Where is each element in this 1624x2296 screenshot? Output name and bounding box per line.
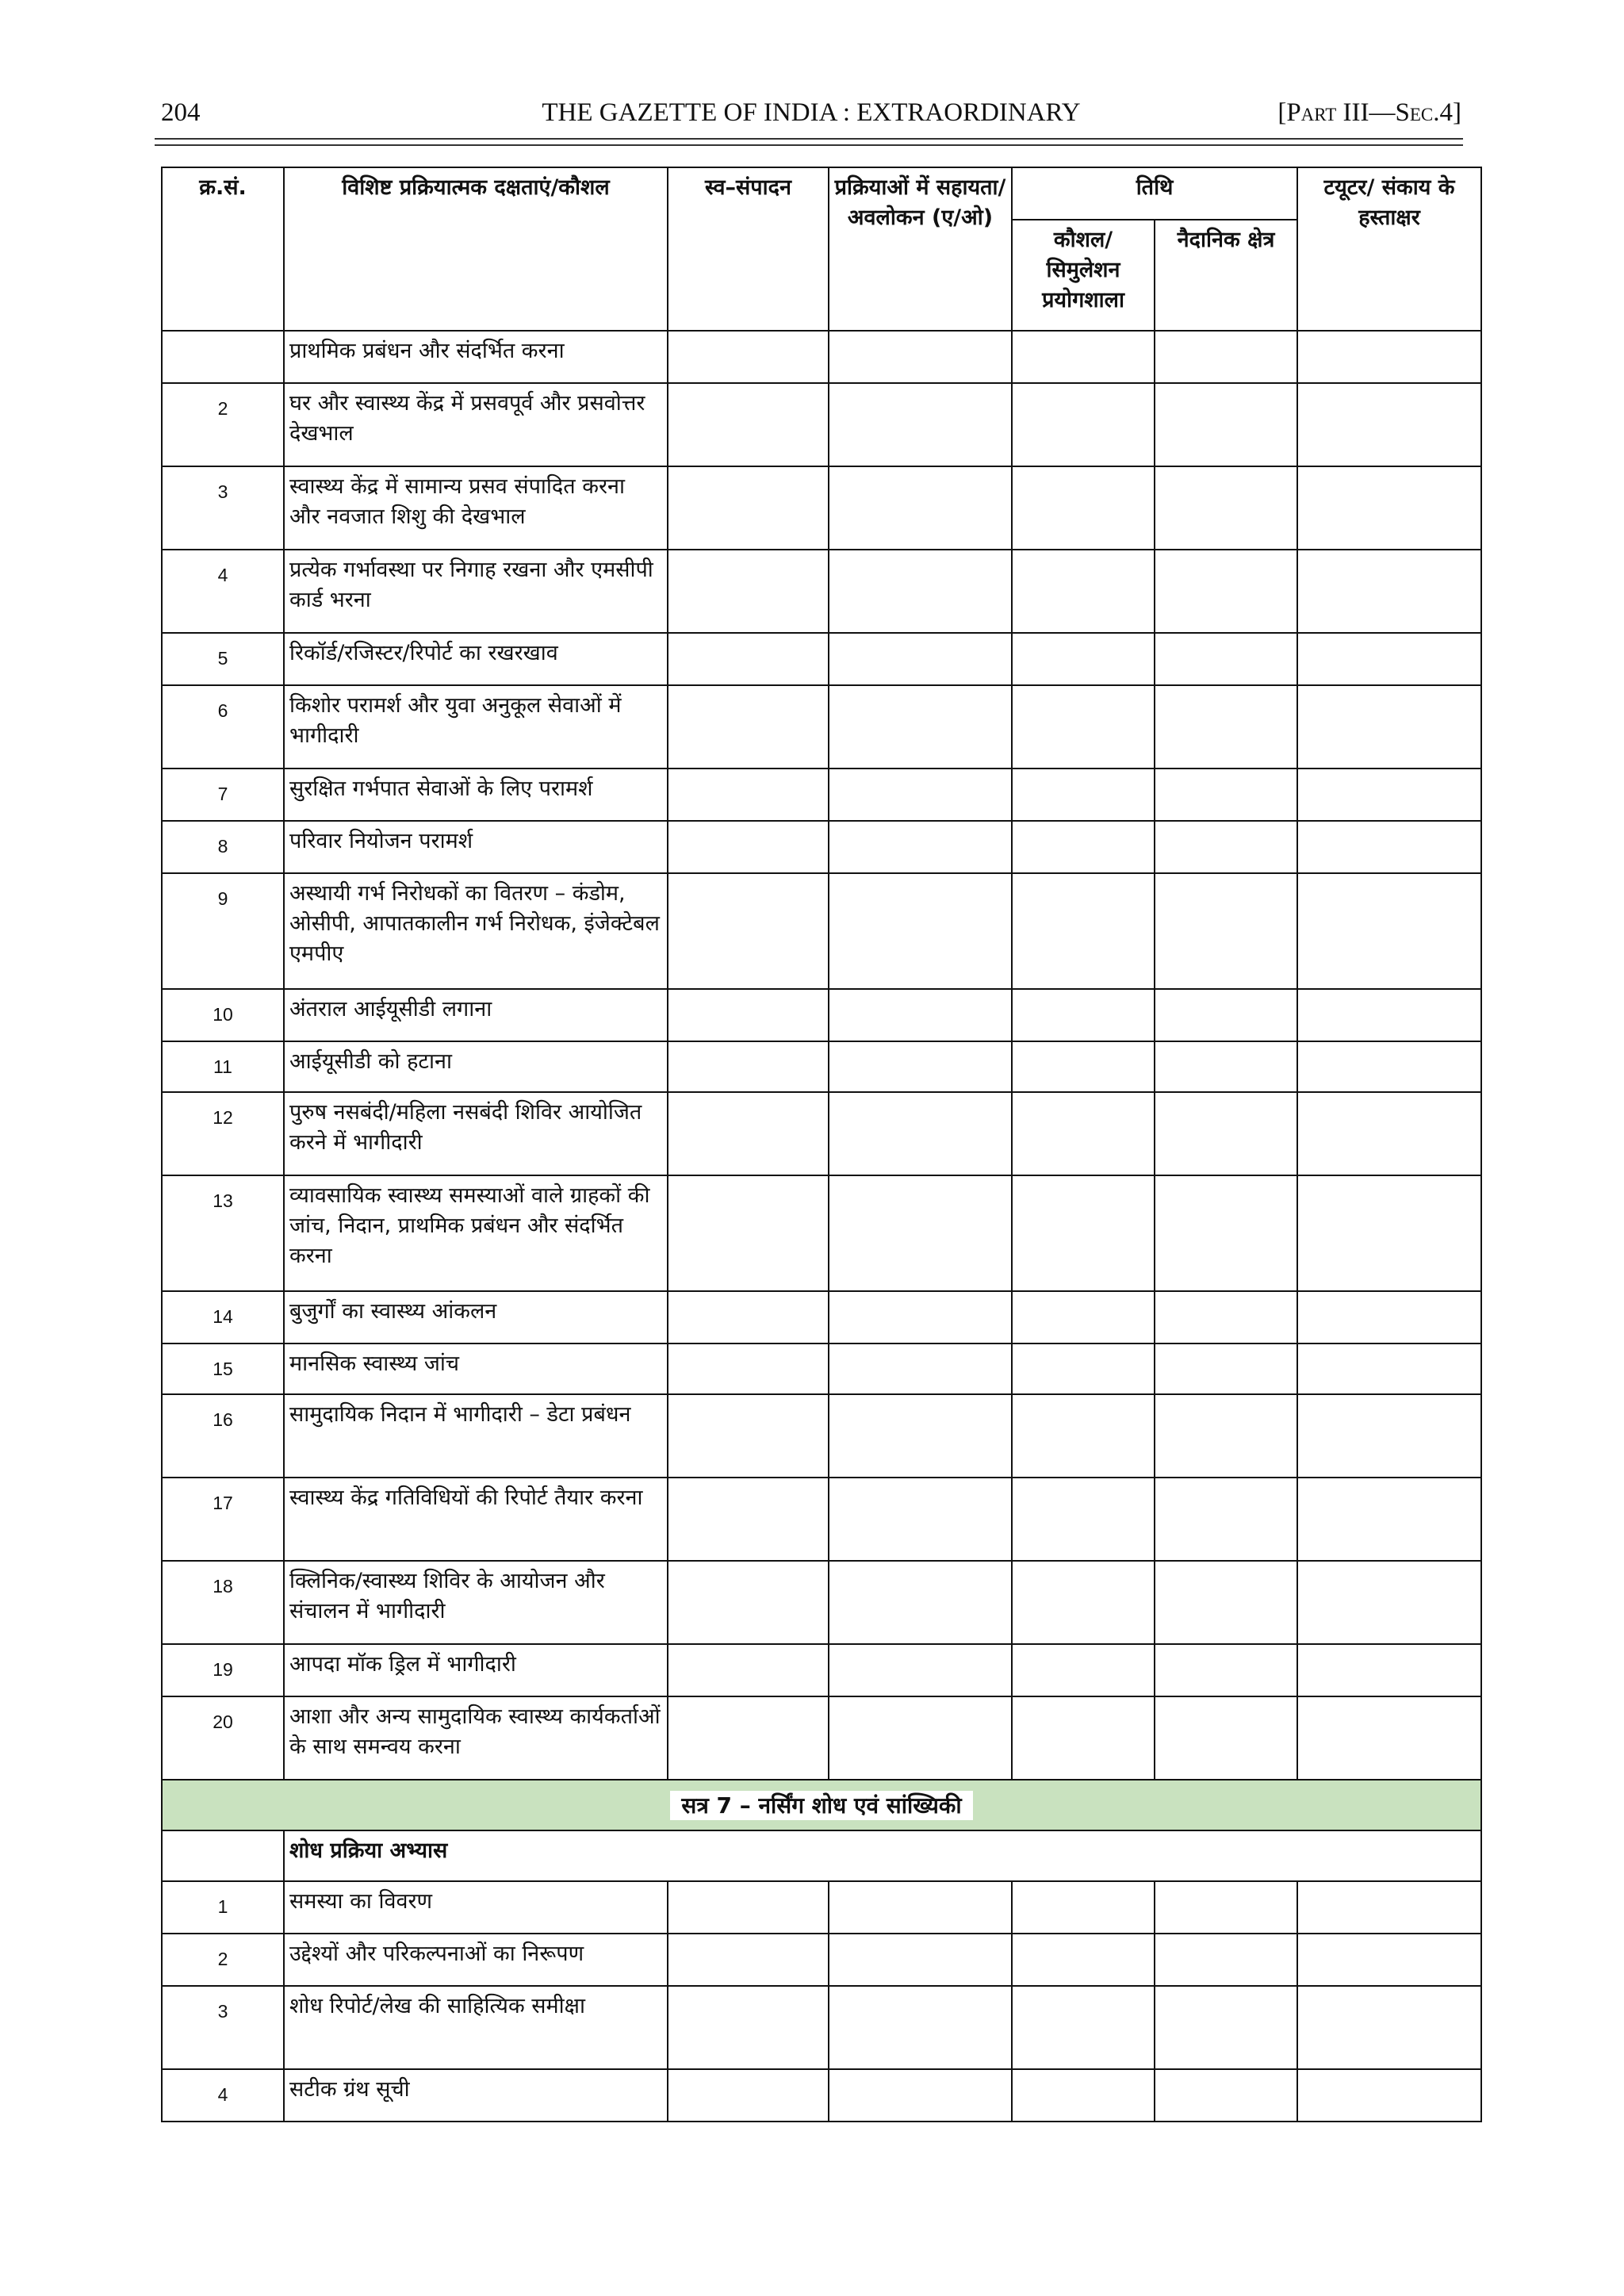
cell-clinical-date bbox=[1155, 2069, 1297, 2122]
cell-assisted bbox=[829, 1343, 1012, 1394]
cell-assisted bbox=[829, 821, 1012, 873]
row-serial: 3 bbox=[162, 1986, 284, 2069]
cell-clinical-date bbox=[1155, 383, 1297, 466]
table-header bbox=[162, 167, 1481, 331]
cell-skill-lab-date bbox=[1012, 1041, 1155, 1092]
row-skill: सटीक ग्रंथ सूची bbox=[284, 2069, 668, 2122]
cell-skill-lab-date bbox=[1012, 1986, 1155, 2069]
col-header-signature: टयूटर/ संकाय के हस्ताक्षर bbox=[1297, 167, 1481, 331]
cell-signature bbox=[1297, 873, 1481, 989]
cell-skill-lab-date bbox=[1012, 1644, 1155, 1696]
col-header-self-performed: स्व–संपादन bbox=[668, 167, 829, 331]
row-serial: 19 bbox=[162, 1644, 284, 1696]
cell-self-performed bbox=[668, 873, 829, 989]
col-header-skill: विशिष्ट प्रक्रियात्मक दक्षताएं/कौशल bbox=[284, 167, 668, 331]
cell-skill-lab-date bbox=[1012, 821, 1155, 873]
row-serial: 14 bbox=[162, 1291, 284, 1343]
cell-signature bbox=[1297, 1343, 1481, 1394]
row-skill: स्वास्थ्य केंद्र गतिविधियों की रिपोर्ट तैयार करना bbox=[284, 1478, 668, 1561]
row-skill: व्यावसायिक स्वास्थ्य समस्याओं वाले ग्राहकों की जांच, निदान, प्राथमिक प्रबंधन और संदर्भित करना bbox=[284, 1175, 668, 1291]
row-skill: किशोर परामर्श और युवा अनुकूल सेवाओं में भागीदारी bbox=[284, 685, 668, 769]
cell-assisted bbox=[829, 1696, 1012, 1780]
cell-assisted bbox=[829, 989, 1012, 1041]
cell-signature bbox=[1297, 1041, 1481, 1092]
table-row bbox=[162, 1394, 1481, 1478]
cell-assisted bbox=[829, 633, 1012, 685]
cell-assisted bbox=[829, 1478, 1012, 1561]
table-row bbox=[162, 821, 1481, 873]
table-row bbox=[162, 769, 1481, 821]
row-skill: अंतराल आईयूसीडी लगाना bbox=[284, 989, 668, 1041]
row-serial: 20 bbox=[162, 1696, 284, 1780]
cell-signature bbox=[1297, 331, 1481, 383]
cell-signature bbox=[1297, 769, 1481, 821]
table-row bbox=[162, 1644, 1481, 1696]
row-skill: आशा और अन्य सामुदायिक स्वास्थ्य कार्यकर्ताओं के साथ समन्वय करना bbox=[284, 1696, 668, 1780]
cell-signature bbox=[1297, 1561, 1481, 1644]
cell-clinical-date bbox=[1155, 331, 1297, 383]
cell-skill-lab-date bbox=[1012, 769, 1155, 821]
row-skill: प्रत्येक गर्भावस्था पर निगाह रखना और एमसीपी कार्ड भरना bbox=[284, 550, 668, 633]
header-rule-top bbox=[155, 138, 1463, 140]
group-heading-row bbox=[162, 1830, 1481, 1881]
table-row bbox=[162, 331, 1481, 383]
cell-clinical-date bbox=[1155, 873, 1297, 989]
cell-self-performed bbox=[668, 1343, 829, 1394]
cell-skill-lab-date bbox=[1012, 1291, 1155, 1343]
cell-self-performed bbox=[668, 466, 829, 550]
row-skill: मानसिक स्वास्थ्य जांच bbox=[284, 1343, 668, 1394]
row-serial: 7 bbox=[162, 769, 284, 821]
cell-assisted bbox=[829, 1092, 1012, 1175]
cell-skill-lab-date bbox=[1012, 1561, 1155, 1644]
row-skill: आईयूसीडी को हटाना bbox=[284, 1041, 668, 1092]
row-serial: 8 bbox=[162, 821, 284, 873]
cell-assisted bbox=[829, 1394, 1012, 1478]
row-skill: परिवार नियोजन परामर्श bbox=[284, 821, 668, 873]
row-serial: 17 bbox=[162, 1478, 284, 1561]
row-skill: आपदा मॉक ड्रिल में भागीदारी bbox=[284, 1644, 668, 1696]
cell-signature bbox=[1297, 383, 1481, 466]
table-row bbox=[162, 1343, 1481, 1394]
cell-assisted bbox=[829, 1881, 1012, 1934]
cell-self-performed bbox=[668, 1561, 829, 1644]
gazette-title: THE GAZETTE OF INDIA : EXTRAORDINARY bbox=[542, 98, 1081, 127]
cell-clinical-date bbox=[1155, 1881, 1297, 1934]
group-heading-serial bbox=[162, 1830, 284, 1881]
row-serial: 6 bbox=[162, 685, 284, 769]
cell-clinical-date bbox=[1155, 821, 1297, 873]
table-row bbox=[162, 1696, 1481, 1780]
cell-skill-lab-date bbox=[1012, 873, 1155, 989]
group-heading: शोध प्रक्रिया अभ्यास bbox=[284, 1830, 1481, 1881]
row-serial: 13 bbox=[162, 1175, 284, 1291]
cell-clinical-date bbox=[1155, 1343, 1297, 1394]
cell-assisted bbox=[829, 550, 1012, 633]
cell-self-performed bbox=[668, 1696, 829, 1780]
cell-skill-lab-date bbox=[1012, 1934, 1155, 1986]
row-skill: उद्देश्यों और परिकल्पनाओं का निरूपण bbox=[284, 1934, 668, 1986]
cell-skill-lab-date bbox=[1012, 1175, 1155, 1291]
cell-skill-lab-date bbox=[1012, 633, 1155, 685]
cell-self-performed bbox=[668, 633, 829, 685]
col-header-serial: क्र.सं. bbox=[162, 167, 284, 331]
cell-assisted bbox=[829, 1175, 1012, 1291]
cell-clinical-date bbox=[1155, 1986, 1297, 2069]
cell-clinical-date bbox=[1155, 633, 1297, 685]
cell-assisted bbox=[829, 873, 1012, 989]
row-skill: क्लिनिक/स्वास्थ्य शिविर के आयोजन और संचालन में भागीदारी bbox=[284, 1561, 668, 1644]
row-serial: 4 bbox=[162, 550, 284, 633]
row-serial: 1 bbox=[162, 1881, 284, 1934]
part-section: [Part III—Sec.4] bbox=[1277, 98, 1461, 127]
row-serial: 18 bbox=[162, 1561, 284, 1644]
cell-clinical-date bbox=[1155, 1175, 1297, 1291]
cell-skill-lab-date bbox=[1012, 1394, 1155, 1478]
cell-self-performed bbox=[668, 1394, 829, 1478]
cell-skill-lab-date bbox=[1012, 1092, 1155, 1175]
row-skill: पुरुष नसबंदी/महिला नसबंदी शिविर आयोजित करने में भागीदारी bbox=[284, 1092, 668, 1175]
table-row bbox=[162, 1175, 1481, 1291]
cell-self-performed bbox=[668, 331, 829, 383]
cell-self-performed bbox=[668, 989, 829, 1041]
row-skill: प्राथमिक प्रबंधन और संदर्भित करना bbox=[284, 331, 668, 383]
page-header bbox=[161, 94, 1461, 133]
col-header-date: तिथि bbox=[1012, 167, 1297, 220]
cell-self-performed bbox=[668, 769, 829, 821]
cell-self-performed bbox=[668, 1644, 829, 1696]
table-row bbox=[162, 383, 1481, 466]
cell-skill-lab-date bbox=[1012, 989, 1155, 1041]
table-row bbox=[162, 1092, 1481, 1175]
cell-assisted bbox=[829, 685, 1012, 769]
cell-skill-lab-date bbox=[1012, 1478, 1155, 1561]
cell-clinical-date bbox=[1155, 1092, 1297, 1175]
section-heading: सत्र 7 – नर्सिंग शोध एवं सांख्यिकी bbox=[670, 1791, 972, 1820]
cell-assisted bbox=[829, 1561, 1012, 1644]
cell-skill-lab-date bbox=[1012, 685, 1155, 769]
cell-signature bbox=[1297, 1881, 1481, 1934]
cell-clinical-date bbox=[1155, 1561, 1297, 1644]
cell-self-performed bbox=[668, 1291, 829, 1343]
table-row bbox=[162, 873, 1481, 989]
row-serial: 16 bbox=[162, 1394, 284, 1478]
row-serial bbox=[162, 331, 284, 383]
cell-assisted bbox=[829, 1291, 1012, 1343]
cell-clinical-date bbox=[1155, 1478, 1297, 1561]
row-serial: 3 bbox=[162, 466, 284, 550]
cell-clinical-date bbox=[1155, 1696, 1297, 1780]
cell-assisted bbox=[829, 331, 1012, 383]
cell-signature bbox=[1297, 633, 1481, 685]
cell-self-performed bbox=[668, 550, 829, 633]
col-header-assisted: प्रक्रियाओं में सहायता/ अवलोकन (ए/ओ) bbox=[829, 167, 1012, 331]
cell-self-performed bbox=[668, 383, 829, 466]
row-serial: 15 bbox=[162, 1343, 284, 1394]
cell-signature bbox=[1297, 685, 1481, 769]
cell-clinical-date bbox=[1155, 466, 1297, 550]
row-serial: 10 bbox=[162, 989, 284, 1041]
table-row bbox=[162, 550, 1481, 633]
row-skill: बुजुर्गों का स्वास्थ्य आंकलन bbox=[284, 1291, 668, 1343]
cell-clinical-date bbox=[1155, 769, 1297, 821]
cell-signature bbox=[1297, 550, 1481, 633]
row-serial: 5 bbox=[162, 633, 284, 685]
row-skill: अस्थायी गर्भ निरोधकों का वितरण – कंडोम, ओसीपी, आपातकालीन गर्भ निरोधक, इंजेक्टेबल एमपीए bbox=[284, 873, 668, 989]
table-row bbox=[162, 685, 1481, 769]
cell-signature bbox=[1297, 821, 1481, 873]
row-skill: सुरक्षित गर्भपात सेवाओं के लिए परामर्श bbox=[284, 769, 668, 821]
cell-skill-lab-date bbox=[1012, 383, 1155, 466]
cell-signature bbox=[1297, 989, 1481, 1041]
section-heading-row bbox=[162, 1780, 1481, 1830]
cell-clinical-date bbox=[1155, 1291, 1297, 1343]
cell-signature bbox=[1297, 1644, 1481, 1696]
row-skill: सामुदायिक निदान में भागीदारी – डेटा प्रबंधन bbox=[284, 1394, 668, 1478]
cell-skill-lab-date bbox=[1012, 466, 1155, 550]
cell-skill-lab-date bbox=[1012, 1881, 1155, 1934]
cell-clinical-date bbox=[1155, 1041, 1297, 1092]
table-row bbox=[162, 633, 1481, 685]
cell-self-performed bbox=[668, 1881, 829, 1934]
cell-signature bbox=[1297, 1696, 1481, 1780]
section-heading-cell bbox=[162, 1780, 1481, 1830]
row-skill: घर और स्वास्थ्य केंद्र में प्रसवपूर्व और प्रसवोत्तर देखभाल bbox=[284, 383, 668, 466]
cell-signature bbox=[1297, 1291, 1481, 1343]
cell-self-performed bbox=[668, 1478, 829, 1561]
table-row bbox=[162, 1561, 1481, 1644]
row-serial: 12 bbox=[162, 1092, 284, 1175]
page-number: 204 bbox=[161, 98, 201, 127]
cell-skill-lab-date bbox=[1012, 1696, 1155, 1780]
cell-clinical-date bbox=[1155, 550, 1297, 633]
row-skill: स्वास्थ्य केंद्र में सामान्य प्रसव संपादित करना और नवजात शिशु की देखभाल bbox=[284, 466, 668, 550]
cell-assisted bbox=[829, 1644, 1012, 1696]
cell-self-performed bbox=[668, 1986, 829, 2069]
cell-signature bbox=[1297, 1092, 1481, 1175]
cell-self-performed bbox=[668, 1934, 829, 1986]
row-serial: 2 bbox=[162, 1934, 284, 1986]
header-rule-bottom bbox=[155, 144, 1463, 146]
row-skill: शोध रिपोर्ट/लेख की साहित्यिक समीक्षा bbox=[284, 1986, 668, 2069]
cell-self-performed bbox=[668, 2069, 829, 2122]
cell-signature bbox=[1297, 1394, 1481, 1478]
cell-self-performed bbox=[668, 685, 829, 769]
table-row bbox=[162, 1041, 1481, 1092]
table-row bbox=[162, 1986, 1481, 2069]
cell-clinical-date bbox=[1155, 1644, 1297, 1696]
cell-signature bbox=[1297, 2069, 1481, 2122]
cell-signature bbox=[1297, 1934, 1481, 1986]
cell-clinical-date bbox=[1155, 989, 1297, 1041]
cell-assisted bbox=[829, 769, 1012, 821]
procedural-competency-table bbox=[161, 167, 1482, 2122]
cell-clinical-date bbox=[1155, 1394, 1297, 1478]
cell-assisted bbox=[829, 466, 1012, 550]
cell-self-performed bbox=[668, 1092, 829, 1175]
row-skill: समस्या का विवरण bbox=[284, 1881, 668, 1934]
cell-clinical-date bbox=[1155, 685, 1297, 769]
cell-signature bbox=[1297, 1175, 1481, 1291]
row-skill: रिकॉर्ड/रजिस्टर/रिपोर्ट का रखरखाव bbox=[284, 633, 668, 685]
cell-self-performed bbox=[668, 1041, 829, 1092]
cell-signature bbox=[1297, 466, 1481, 550]
cell-assisted bbox=[829, 383, 1012, 466]
table-row bbox=[162, 1881, 1481, 1934]
table-row bbox=[162, 466, 1481, 550]
table-row bbox=[162, 2069, 1481, 2122]
row-serial: 4 bbox=[162, 2069, 284, 2122]
cell-assisted bbox=[829, 2069, 1012, 2122]
cell-skill-lab-date bbox=[1012, 1343, 1155, 1394]
cell-clinical-date bbox=[1155, 1934, 1297, 1986]
cell-self-performed bbox=[668, 1175, 829, 1291]
col-header-clinical-area: नैदानिक क्षेत्र bbox=[1155, 220, 1297, 331]
cell-assisted bbox=[829, 1986, 1012, 2069]
cell-self-performed bbox=[668, 821, 829, 873]
cell-skill-lab-date bbox=[1012, 331, 1155, 383]
cell-signature bbox=[1297, 1478, 1481, 1561]
cell-assisted bbox=[829, 1934, 1012, 1986]
table-body bbox=[162, 331, 1481, 2122]
row-serial: 11 bbox=[162, 1041, 284, 1092]
table-row bbox=[162, 1934, 1481, 1986]
col-header-skill-lab: कौशल/ सिमुलेशन प्रयोगशाला bbox=[1012, 220, 1155, 331]
cell-signature bbox=[1297, 1986, 1481, 2069]
table-row bbox=[162, 1478, 1481, 1561]
cell-assisted bbox=[829, 1041, 1012, 1092]
row-serial: 2 bbox=[162, 383, 284, 466]
row-serial: 9 bbox=[162, 873, 284, 989]
cell-skill-lab-date bbox=[1012, 2069, 1155, 2122]
cell-skill-lab-date bbox=[1012, 550, 1155, 633]
table-row bbox=[162, 1291, 1481, 1343]
table-row bbox=[162, 989, 1481, 1041]
